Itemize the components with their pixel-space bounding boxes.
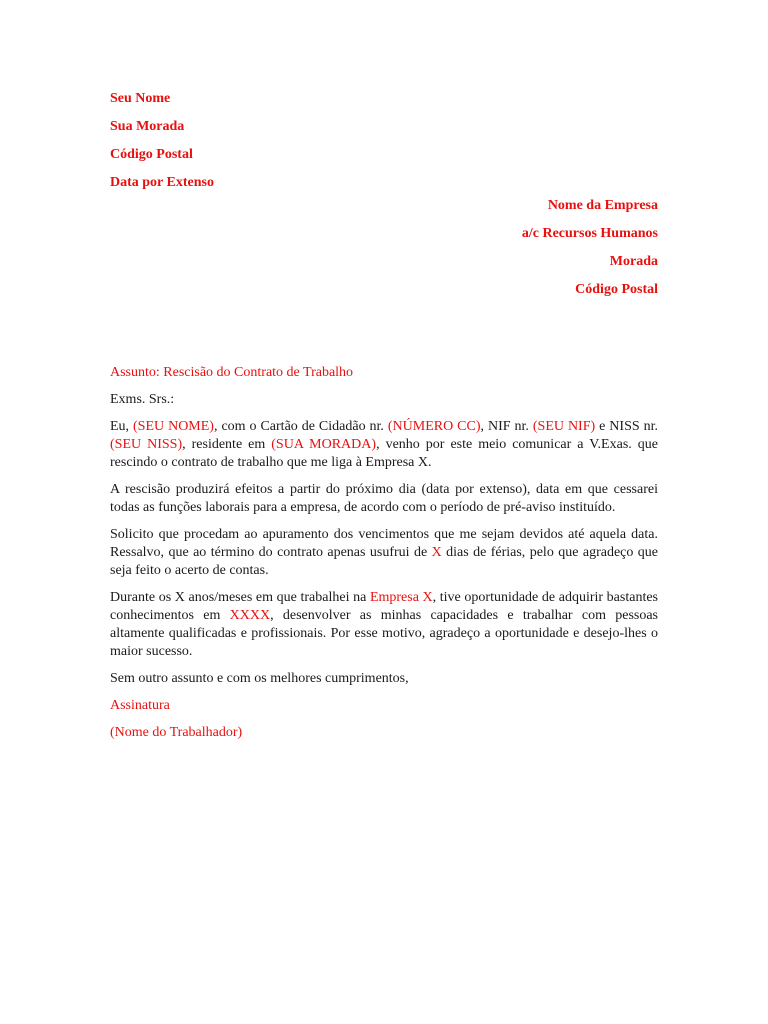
sender-postal-code: Código Postal bbox=[110, 147, 193, 162]
text: , venho por este meio comunicar a V.Exas. que rescindo o contrato de trabalho que me liga à Empresa X. bbox=[110, 437, 658, 470]
placeholder-name: (SEU NOME) bbox=[133, 419, 214, 434]
recipient-postal-code: Código Postal bbox=[575, 282, 658, 297]
subject-line: Assunto: Rescisão do Contrato de Trabalho bbox=[110, 365, 354, 380]
paragraph-identification bbox=[110, 418, 658, 472]
letter-body bbox=[110, 364, 658, 751]
text: dias de férias, pelo que agradeço que seja feito o acerto de contas. bbox=[110, 545, 658, 578]
placeholder-area: XXXX bbox=[229, 608, 271, 623]
worker-name: (Nome do Trabalhador) bbox=[110, 725, 243, 740]
recipient-address: Morada bbox=[609, 254, 658, 269]
sender-name: Seu Nome bbox=[110, 91, 171, 106]
closing: Sem outro assunto e com os melhores cumprimentos, bbox=[110, 671, 409, 686]
sender-address: Sua Morada bbox=[110, 119, 185, 134]
placeholder-morada: (SUA MORADA) bbox=[271, 437, 377, 452]
placeholder-nif: (SEU NIF) bbox=[532, 419, 596, 434]
greeting: Exms. Srs.: bbox=[110, 392, 175, 407]
text: Durante os X anos/meses em que trabalhei na bbox=[110, 590, 370, 605]
placeholder-days: X bbox=[431, 545, 442, 560]
text: , desenvolver as minhas capacidades e trabalhar com pessoas altamente qualificadas e profissionais. Por esse motivo, agradeço a oportunidade e desejo-lhes o maior sucesso. bbox=[110, 608, 659, 659]
paragraph-effective-date: A rescisão produzirá efeitos a partir do próximo dia (data por extenso), data em que cessarei todas as funções laborais para a empresa, de acordo com o período de pré-aviso instituído. bbox=[110, 482, 658, 515]
text: , com o Cartão de Cidadão nr. bbox=[213, 419, 388, 434]
text: Eu, bbox=[110, 419, 134, 434]
recipient-company: Nome da Empresa bbox=[547, 198, 658, 213]
text: , NIF nr. bbox=[480, 419, 533, 434]
text: e NISS nr. bbox=[595, 419, 659, 434]
recipient-block bbox=[258, 192, 658, 304]
placeholder-niss: (SEU NISS) bbox=[110, 437, 183, 452]
placeholder-cc: (NÚMERO CC) bbox=[387, 419, 481, 434]
signature: Assinatura bbox=[110, 698, 170, 713]
placeholder-company: Empresa X bbox=[369, 590, 433, 605]
text: , tive oportunidade de adquirir bastantes conhecimentos em bbox=[110, 590, 658, 623]
sender-date: Data por Extenso bbox=[110, 175, 214, 190]
sender-block bbox=[110, 85, 510, 197]
recipient-attention: a/c Recursos Humanos bbox=[521, 226, 658, 241]
paragraph-settlement bbox=[110, 526, 658, 580]
paragraph-thanks bbox=[110, 589, 658, 661]
text: Solicito que procedam ao apuramento dos vencimentos que me sejam devidos até aquela data. Ressalvo, que ao término do contrato apenas usufrui de bbox=[110, 527, 658, 560]
text: , residente em bbox=[182, 437, 272, 452]
